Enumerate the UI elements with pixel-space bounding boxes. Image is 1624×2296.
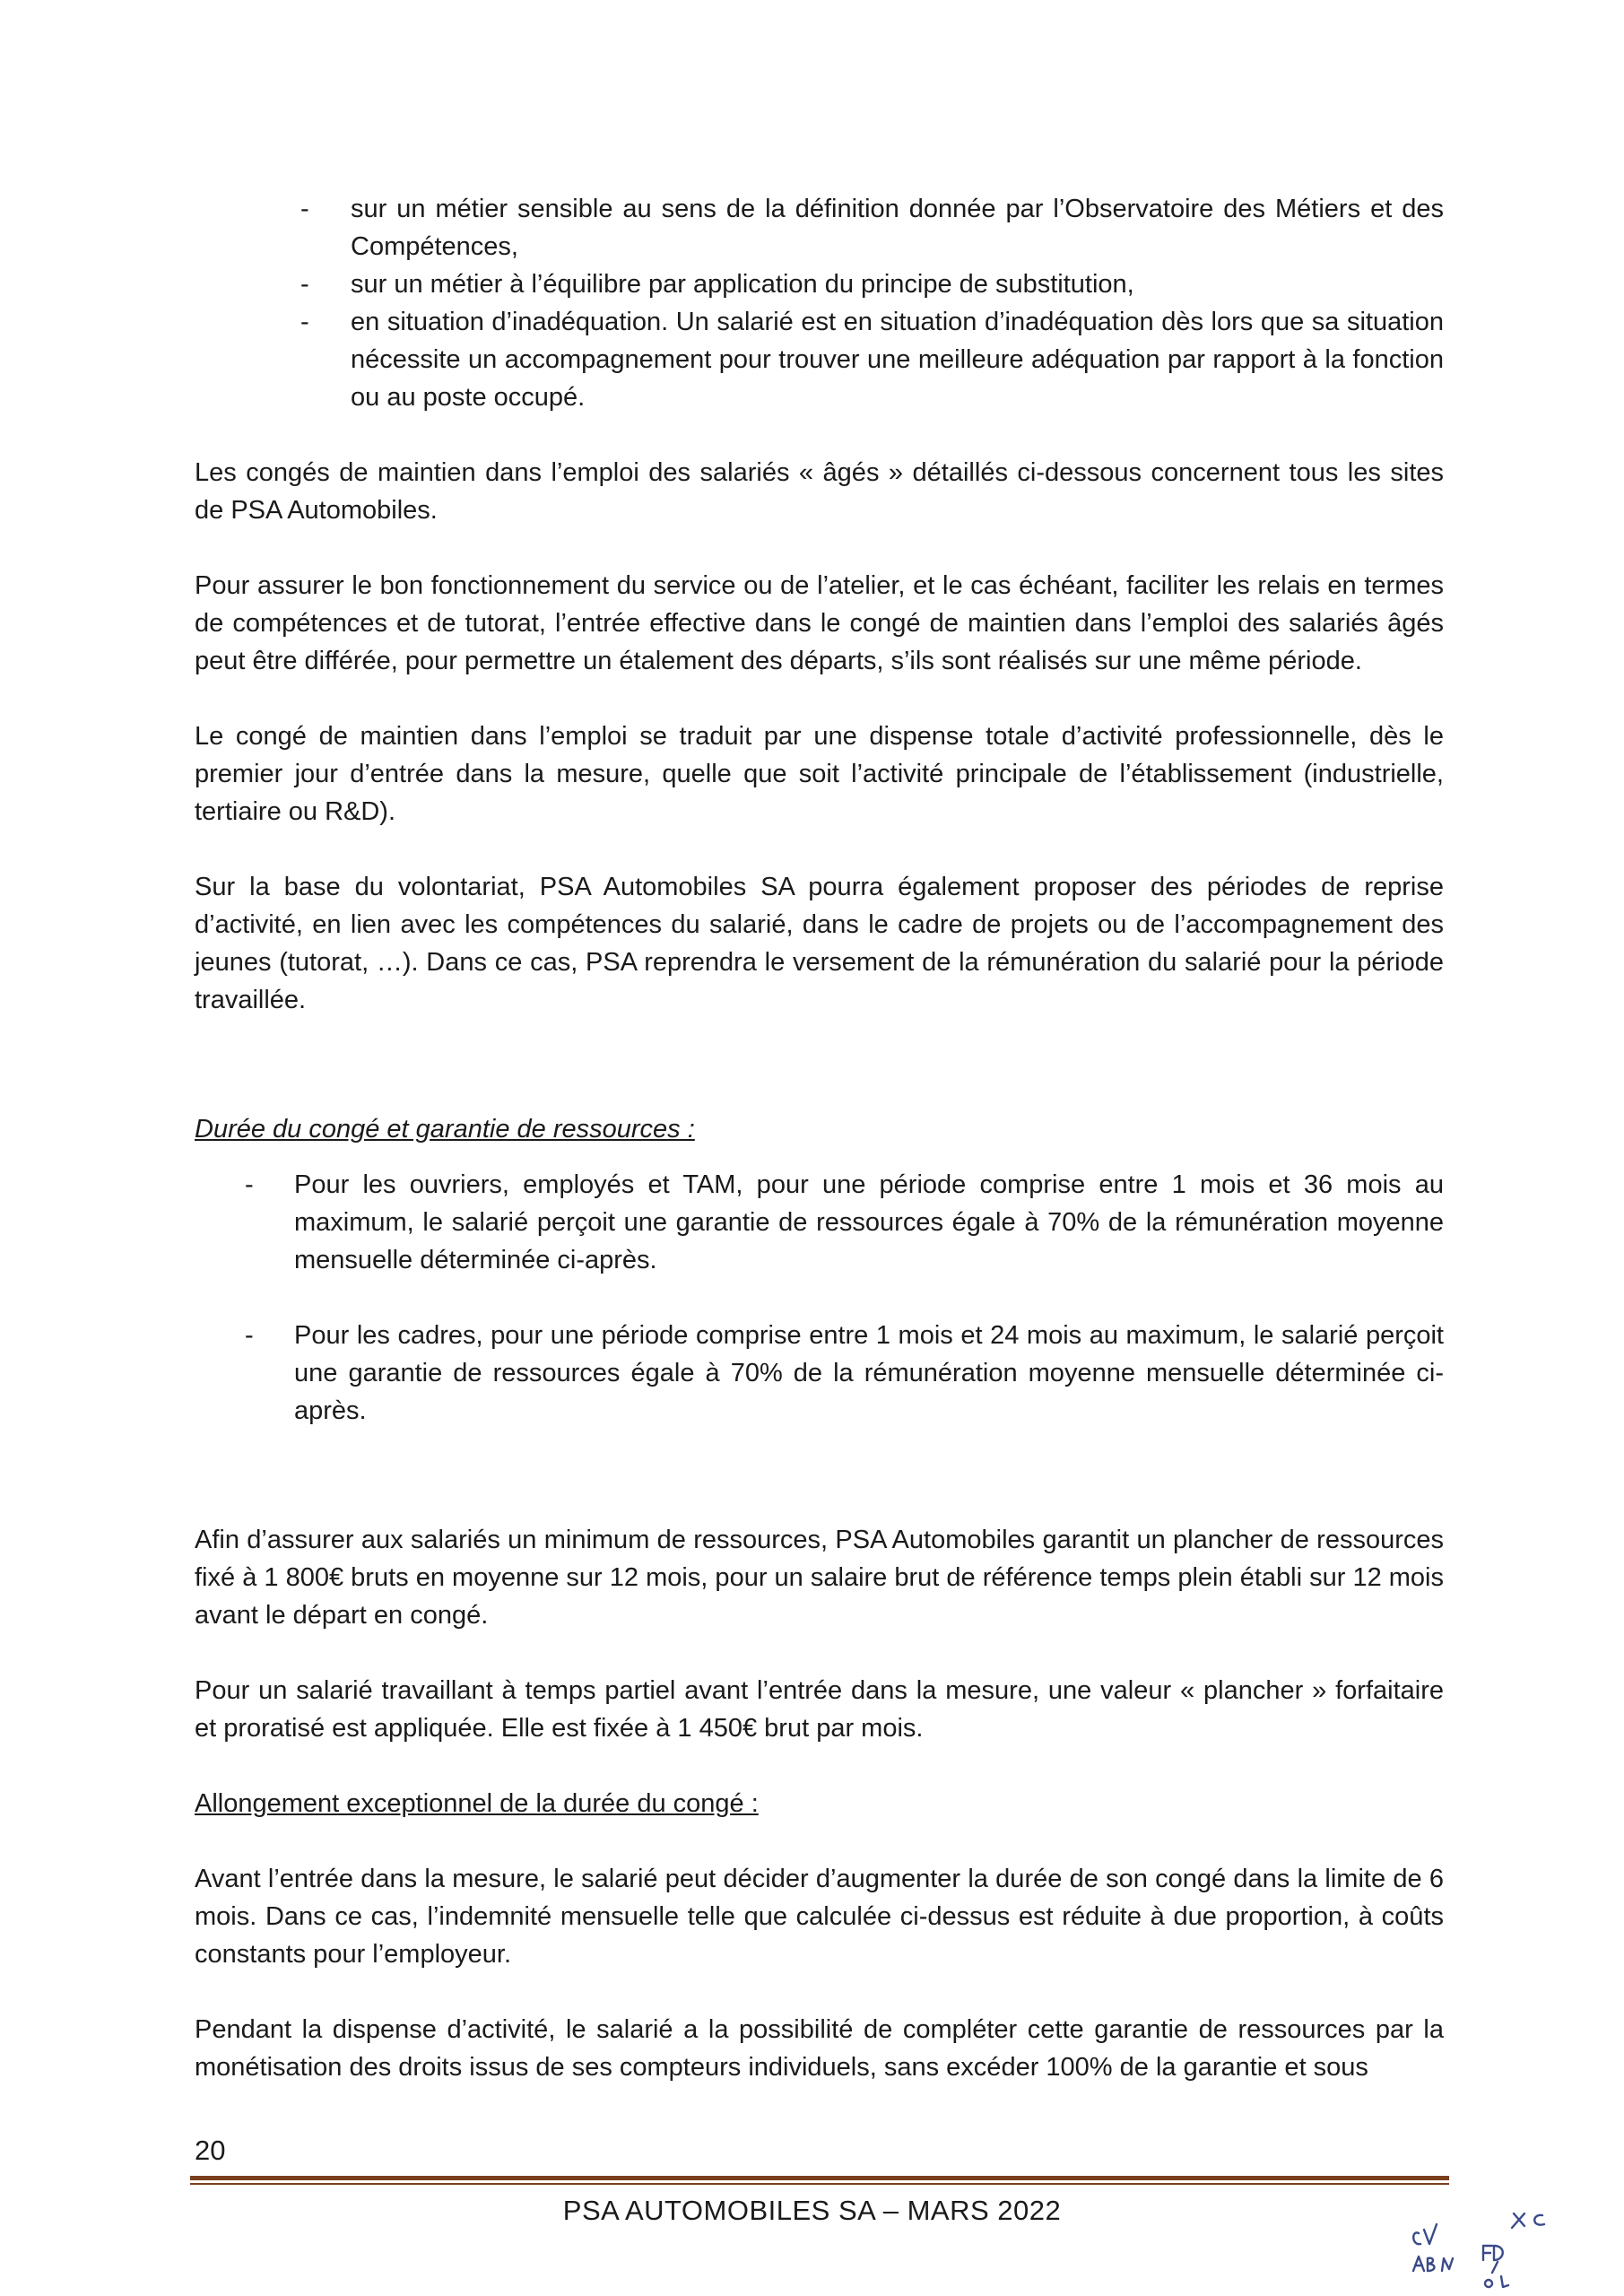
paragraph: Les congés de maintien dans l’emploi des salariés « âgés » détaillés ci-dessous concernent tous les sites de PSA Automobiles. bbox=[195, 458, 1444, 525]
list-item: - sur un métier sensible au sens de la définition donnée par l’Observatoire des Métiers et des Compétences, bbox=[300, 190, 1444, 265]
footer-rule-thin bbox=[190, 2183, 1449, 2185]
list-item: - sur un métier à l’équilibre par application du principe de substitution, bbox=[300, 265, 1444, 303]
paragraph: Afin d’assurer aux salariés un minimum de ressources, PSA Automobiles garantit un plancher de ressources fixé à 1 800€ bruts en moyenne sur 12 mois, pour un salaire brut de référence temps plein établi sur 12 mois avant le départ en congé. bbox=[195, 1526, 1444, 1630]
footer-text: PSA AUTOMOBILES SA – MARS 2022 bbox=[562, 2195, 1062, 2226]
spacer bbox=[195, 1057, 1444, 1110]
section-heading-duree: Durée du congé et garantie de ressources : bbox=[195, 1115, 695, 1144]
page-number: 20 bbox=[195, 2135, 226, 2166]
spacer bbox=[195, 1467, 1444, 1521]
footer-rule bbox=[190, 2176, 1449, 2180]
paragraph: Sur la base du volontariat, PSA Automobiles SA pourra également proposer des périodes de reprise d’activité, en lien avec les compétences du salarié, dans le cadre de projets ou de l’accompagnement des jeunes (tutorat, …). Dans ce cas, PSA reprendra le versement de la rémunération du salarié pour la période travaillée. bbox=[195, 873, 1444, 1014]
list-item: - Pour les cadres, pour une période comprise entre 1 mois et 24 mois au maximum, le salarié perçoit une garantie de ressources égale à 70% de la rémunération moyenne mensuelle déterminée ci-après. bbox=[245, 1317, 1444, 1430]
handwritten-initials-signature bbox=[1408, 2206, 1587, 2292]
section-heading-allongement: Allongement exceptionnel de la durée du congé : bbox=[195, 1789, 759, 1818]
list-item: - Pour les ouvriers, employés et TAM, pour une période comprise entre 1 mois et 36 mois au maximum, le salarié perçoit une garantie de ressources égale à 70% de la rémunération moyenne mensuelle déterminée ci-après. bbox=[245, 1166, 1444, 1279]
paragraph: Pour un salarié travaillant à temps partiel avant l’entrée dans la mesure, une valeur « plancher » forfaitaire et proratisé est appliquée. Elle est fixée à 1 450€ brut par mois. bbox=[195, 1676, 1444, 1743]
page-content bbox=[195, 190, 1444, 2086]
list-item: - en situation d’inadéquation. Un salarié est en situation d’inadéquation dès lors que sa situation nécessite un accompagnement pour trouver une meilleure adéquation par rapport à la fonction ou au poste occupé. bbox=[300, 303, 1444, 416]
paragraph: Pendant la dispense d’activité, le salarié a la possibilité de compléter cette garantie de ressources par la monétisation des droits issus de ses compteurs individuels, sans excéder 100% de la garantie et sous bbox=[195, 2015, 1444, 2082]
paragraph: Avant l’entrée dans la mesure, le salarié peut décider d’augmenter la durée de son congé dans la limite de 6 mois. Dans ce cas, l’indemnité mensuelle telle que calculée ci-dessus est réduite à due proportion, à coûts constants pour l’employeur. bbox=[195, 1865, 1444, 1969]
duree-list bbox=[245, 1166, 1444, 1430]
paragraph: Le congé de maintien dans l’emploi se traduit par une dispense totale d’activité professionnelle, dès le premier jour d’entrée dans la mesure, quelle que soit l’activité principale de l’établissement (industrielle, tertiaire ou R&D). bbox=[195, 722, 1444, 826]
criteria-list bbox=[300, 190, 1444, 416]
paragraph: Pour assurer le bon fonctionnement du service ou de l’atelier, et le cas échéant, faciliter les relais en termes de compétences et de tutorat, l’entrée effective dans le congé de maintien dans l’emploi des salariés âgés peut être différée, pour permettre un étalement des départs, s’ils sont réalisés sur une même période. bbox=[195, 571, 1444, 675]
spacer bbox=[195, 416, 1444, 454]
